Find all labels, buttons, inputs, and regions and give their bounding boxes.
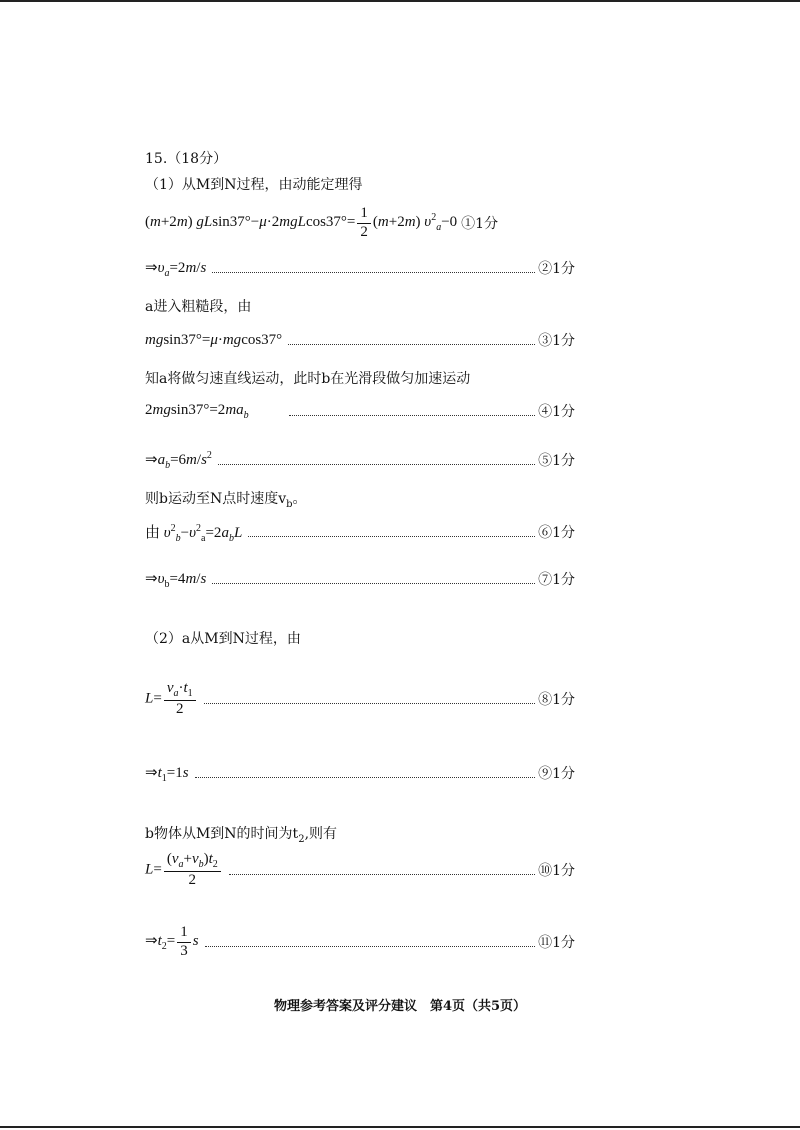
score-mark-8: ⑧1分 [538, 692, 575, 708]
score-mark-10: ⑩1分 [538, 863, 575, 879]
text-b-time-sub: 2 [298, 833, 305, 845]
equation-8-expr: L= $\frac{v_a\cdot t_1}{2}$ [145, 680, 198, 718]
text-vb-sub: b [286, 498, 293, 510]
text-vb-end: 。 [292, 491, 307, 507]
equation-10-expr: L= $\frac{(v_a+v_b)t_2}{2}$ [145, 851, 223, 889]
equation-5-expr: $\Rightarrow a_b=6m/s^2$ [145, 449, 212, 471]
equation-11 [145, 923, 575, 961]
equation-6-expr: 由 $\upsilon^2_b-\upsilon^2_a=2a_bL$ [145, 522, 243, 544]
dot-leader [212, 583, 535, 584]
equation-9-expr: $\Rightarrow t_1=1s$ [145, 764, 189, 784]
dot-leader [205, 946, 536, 947]
equation-1-expr: (m+2m) gLsin37°−μ·2mgLcos37°= $\frac{1}{2}$ (m+2m) $\upsilon^2_a-0$ [145, 205, 458, 240]
equation-7 [145, 569, 575, 589]
text-motion: 知a将做匀速直线运动，此时b在光滑段做匀加速运动 [145, 371, 471, 387]
text-a-enters: a进入粗糙段，由 [145, 299, 252, 315]
equation-7-expr: $\Rightarrow\upsilon_b=4m/s$ [145, 570, 207, 590]
score-mark-3: ③1分 [538, 333, 575, 349]
equation-4 [145, 401, 575, 421]
equation-11-expr: $\Rightarrow t_2=$ $\frac{1}{3}$ s [145, 924, 199, 959]
equation-5 [145, 450, 575, 470]
part2-intro: （2）a从M到N过程，由 [145, 631, 301, 647]
dot-leader [212, 272, 535, 273]
score-mark-7: ⑦1分 [538, 572, 575, 588]
equation-4-expr: $2mgsin37^\circ=2ma_b$ [145, 401, 249, 421]
equation-3-expr: mgsin37°=μ·mgcos37° [145, 331, 283, 348]
equation-8 [145, 680, 575, 718]
equation-1 [145, 205, 575, 241]
equation-2 [145, 258, 575, 278]
score-mark-9: ⑨1分 [538, 766, 575, 782]
question-header [145, 152, 227, 166]
page-footer: 物理参考答案及评分建议 第4页（共5页） [273, 999, 527, 1014]
dot-leader [229, 874, 535, 875]
question-number: 15. [145, 151, 168, 167]
equation-10 [145, 850, 575, 890]
dot-leader [204, 703, 535, 704]
bottom-border [0, 1126, 800, 1128]
dot-leader [248, 536, 535, 537]
question-points: （18分） [167, 151, 228, 167]
dot-leader [288, 344, 535, 345]
score-mark-6: ⑥1分 [538, 525, 575, 541]
top-border [0, 0, 800, 2]
text-b-time-end: ,则有 [304, 826, 338, 842]
equation-9 [145, 763, 575, 783]
score-mark-4: ④1分 [538, 404, 575, 420]
dot-leader [289, 415, 535, 416]
text-vb [145, 492, 307, 510]
dot-leader [218, 464, 535, 465]
score-mark-5: ⑤1分 [538, 453, 575, 469]
score-mark-1: ①1分 [461, 216, 499, 232]
score-mark-2: ②1分 [538, 261, 575, 277]
equation-2-expr: $\Rightarrow\upsilon_a=2m/s$ [145, 259, 207, 279]
text-b-time-main: b物体从M到N的时间为t [145, 826, 299, 842]
score-mark-11: ⑪1分 [538, 935, 575, 951]
text-b-time [145, 827, 337, 845]
dot-leader [195, 777, 536, 778]
part1-intro: （1）从M到N过程，由动能定理得 [145, 177, 363, 193]
equation-6 [145, 522, 575, 542]
equation-3 [145, 330, 575, 350]
text-vb-main: 则b运动至N点时速度v [145, 491, 287, 507]
